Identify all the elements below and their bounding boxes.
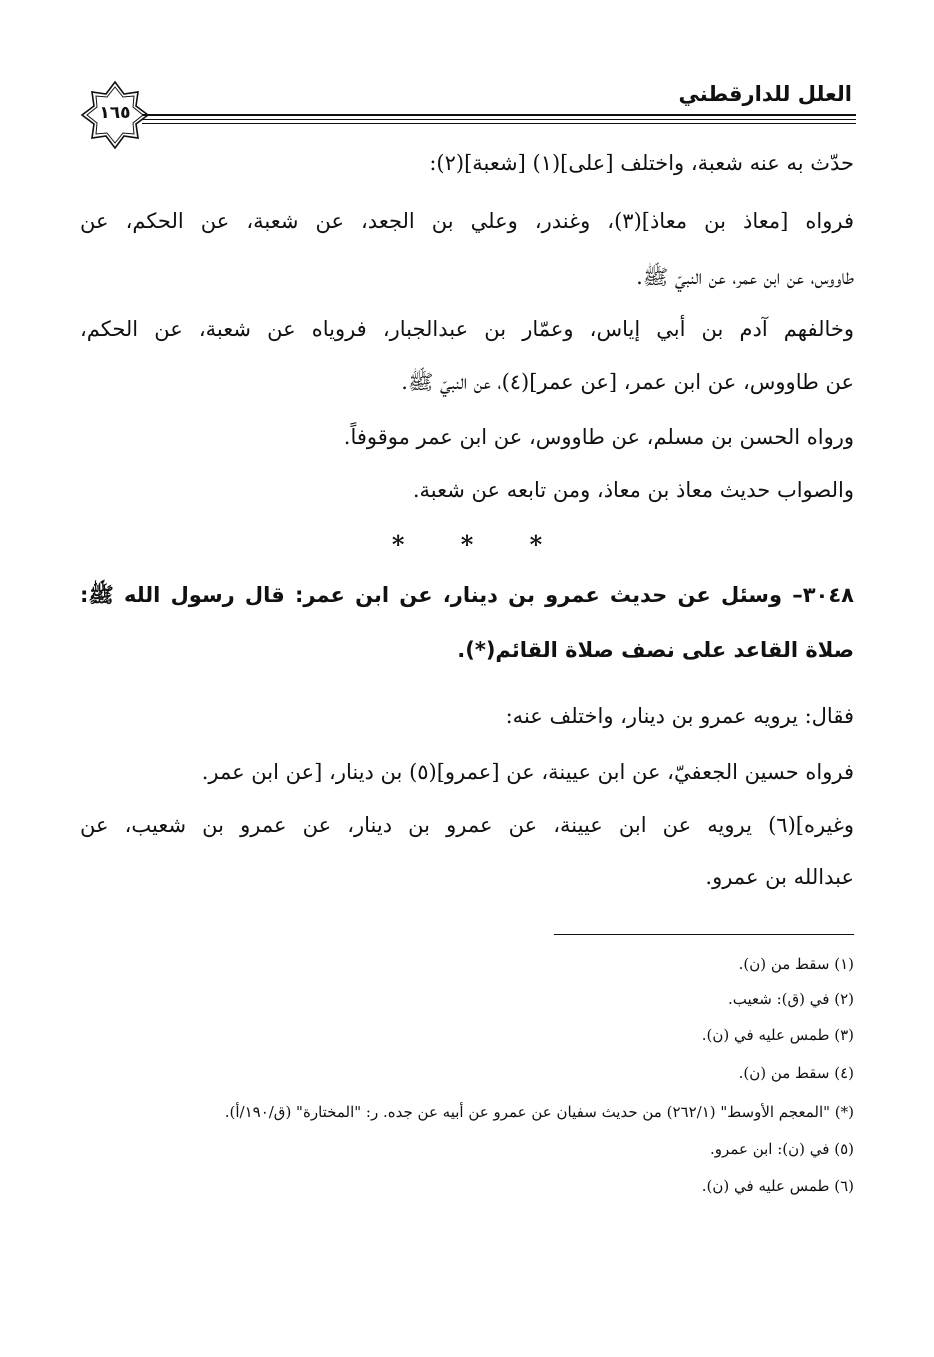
footnote: (٤) سقط من (ن).: [738, 1064, 854, 1082]
footnote-rule: [554, 934, 854, 935]
body-line: حدّث به عنه شعبة، واختلف [على](١) [شعبة](٢):: [429, 151, 854, 175]
body-line: عن طاووس، عن ابن عمر، [عن عمر](٤)، عن النبيّ ﷺ.: [401, 370, 854, 394]
entry-heading-line: صلاة القاعد على نصف صلاة القائم(*).: [457, 638, 854, 662]
body-line: والصواب حديث معاذ بن معاذ، ومن تابعه عن شعبة.: [412, 478, 854, 502]
answer-line: عبدالله بن عمرو.: [705, 865, 854, 889]
running-title: العلل للدارقطني: [678, 82, 852, 106]
footnote: (*) "المعجم الأوسط" (٢٦٢/١) من حديث سفيان عن عمرو عن أبيه عن جده. ر: "المختارة" (ق/١٩٠/أ).: [224, 1103, 854, 1121]
page-number-badge: [80, 80, 150, 150]
body-line: ورواه الحسن بن مسلم، عن طاووس، عن ابن عمر موقوفاً.: [343, 425, 854, 449]
body-line: فرواه [معاذ بن معاذ](٣)، وغندر، وعلي بن الجعد، عن شعبة، عن الحكم، عن: [80, 209, 854, 233]
section-separator: * * *: [391, 530, 543, 559]
header-rule: [142, 119, 856, 120]
footnote: (١) سقط من (ن).: [738, 955, 854, 973]
footnote: (٢) في (ق): شعيب.: [728, 990, 854, 1008]
footnote: (٣) طمس عليه في (ن).: [701, 1026, 854, 1044]
entry-heading-line: ٣٠٤٨– وسئل عن حديث عمرو بن دينار، عن ابن عمر: قال رسول الله ﷺ:: [80, 583, 854, 607]
answer-line: فقال: يرويه عمرو بن دينار، واختلف عنه:: [505, 704, 854, 728]
body-line: وخالفهم آدم بن أبي إياس، وعمّار بن عبدالجبار، فروياه عن شعبة، عن الحكم،: [80, 317, 854, 341]
body-line: طاووس، عن ابن عمر، عن النبيّ ﷺ.: [636, 265, 854, 289]
page-number: ١٦٥: [99, 103, 131, 123]
footnote: (٦) طمس عليه في (ن).: [701, 1177, 854, 1195]
answer-line: وغيره](٦) يرويه عن ابن عيينة، عن عمرو بن دينار، عن عمرو بن شعيب، عن: [80, 813, 854, 837]
header-rule: [142, 114, 856, 116]
header-rule: [142, 123, 856, 124]
footnote: (٥) في (ن): ابن عمرو.: [710, 1140, 854, 1158]
answer-line: فرواه حسين الجعفيّ، عن ابن عيينة، عن [عمرو](٥) بن دينار، [عن ابن عمر.: [201, 760, 854, 784]
